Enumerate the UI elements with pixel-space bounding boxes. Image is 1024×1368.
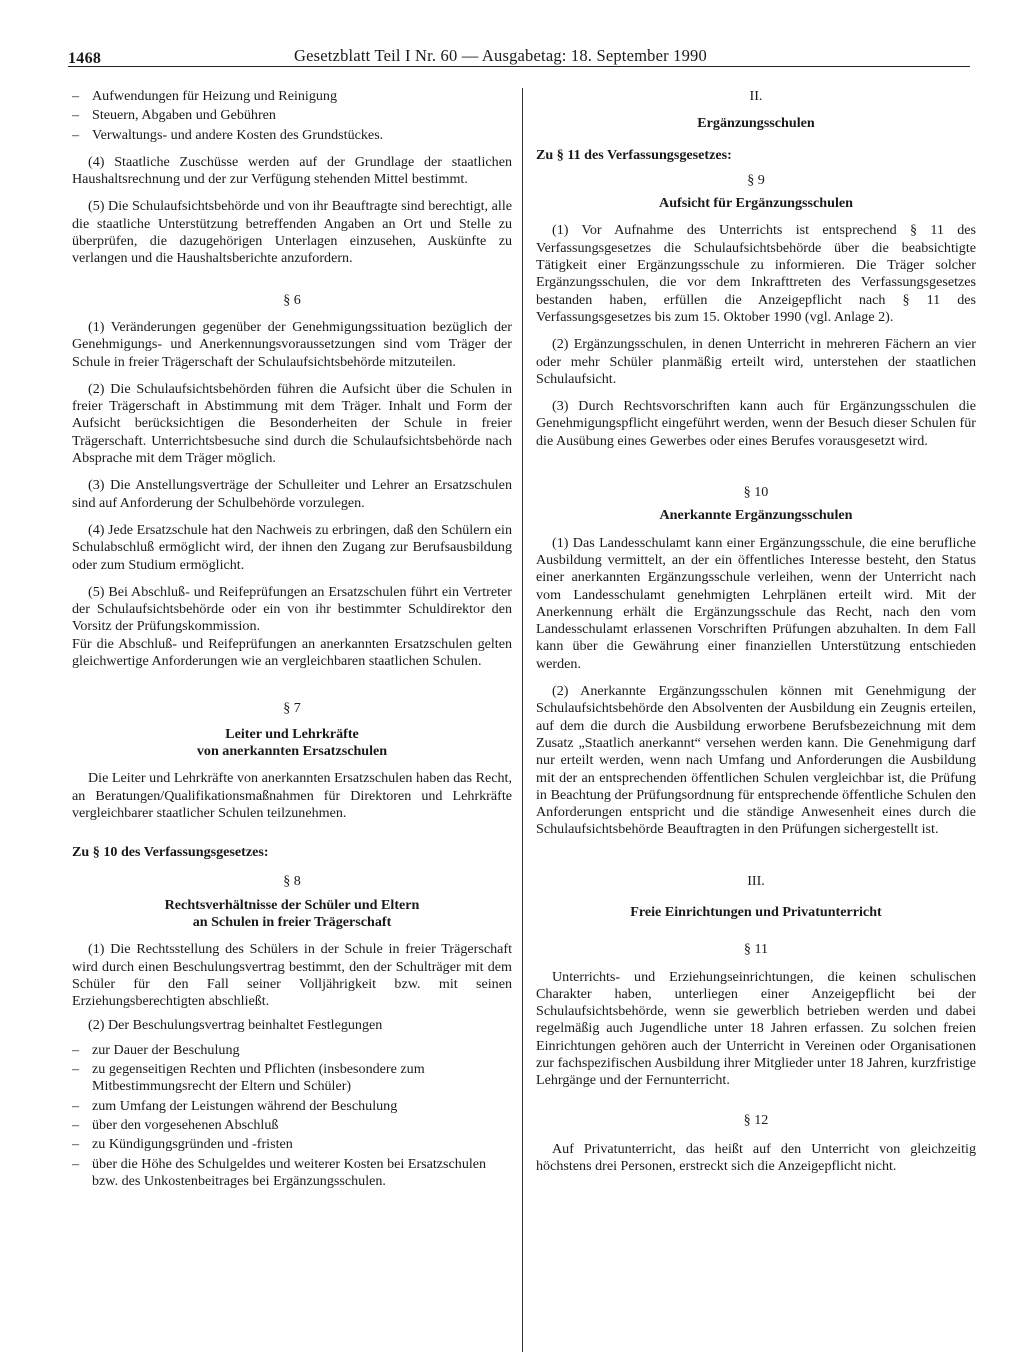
- column-divider: [522, 88, 523, 1352]
- law-reference: Zu § 11 des Verfassungsgesetzes:: [536, 146, 732, 163]
- paragraph: (2) Der Beschulungsvertrag beinhaltet Festlegungen: [88, 1017, 383, 1034]
- paragraph: Für die Abschluß- und Reifeprüfungen an anerkannten Ersatzschulen gelten gleichwertige Anforderungen wie an vergleichbaren staatlichen Schulen.: [72, 635, 512, 670]
- running-title: Gesetzblatt Teil I Nr. 60 — Ausgabetag: 18. September 1990: [294, 46, 707, 65]
- paragraph: (3) Durch Rechtsvorschriften kann auch für Ergänzungsschulen die Genehmigungspflicht eingeführt werden, wenn der Besuch dieser Schulen für die Ausübung eines Gewerbes oder eines Berufes vorausgesetzt wird.: [536, 398, 976, 449]
- list-item: – zum Umfang der Leistungen während der Beschulung: [72, 1097, 398, 1114]
- paragraph: (5) Bei Abschluß- und Reifeprüfungen an Ersatzschulen führt ein Vertreter der Schulaufsichtsbehörde oder ein von ihr bestimmter Schuldirektor den Vorsitz der Prüfungskommission.: [72, 583, 512, 635]
- paragraph: Auf Privatunterricht, das heißt auf den Unterricht von gleichzeitig höchstens drei Personen, erstreckt sich die Anzeigepflicht nicht.: [536, 1140, 976, 1175]
- list-item: – zu gegenseitigen Rechten und Pflichten (insbesondere zum Mitbestimmungsrecht der Eltern und Schüler): [72, 1061, 425, 1095]
- list-item: – über den vorgesehenen Abschluß: [72, 1116, 279, 1133]
- list-item: – zu Kündigungsgründen und -fristen: [72, 1136, 293, 1153]
- section-title: § 11: [743, 941, 769, 958]
- section-title: § 8: [283, 873, 301, 890]
- header-rule: [68, 66, 970, 67]
- left-column: [72, 88, 512, 1197]
- paragraph: (2) Ergänzungsschulen, in denen Unterricht in mehreren Fächern an vier oder mehr Schüler planmäßig erteilt wird, unterstehen der staatlichen Schulaufsicht.: [536, 336, 976, 387]
- paragraph: (4) Staatliche Zuschüsse werden auf der Grundlage der staatlichen Haushaltsrechnung und der zur Verfügung stehenden Mittel bestimmt.: [72, 153, 512, 188]
- page-number: 1468: [68, 50, 102, 67]
- section-heading: Aufsicht für Ergänzungsschulen: [659, 195, 853, 212]
- law-reference: Zu § 10 des Verfassungsgesetzes:: [72, 844, 269, 861]
- paragraph: Unterrichts- und Erziehungseinrichtungen, die keinen schulischen Charakter haben, unterliegen einer Anzeigepflicht bei der Schulaufsichtsbehörde, wenn sie gewerblich betrieben werden und dabei regelmäßig auch Jugendliche unter 18 Jahren erfassen. Zu solchen freien Einrichtungen gehören auch der Unterricht in Vereinen oder Organisationen zur fachspezifischen Ausbildung ihrer Mitglieder unter 18 Jahren, kurzfristige Lehrgänge und der Fernunterricht.: [536, 968, 976, 1089]
- cost-list: [72, 88, 512, 144]
- list-item: – Verwaltungs- und andere Kosten des Grundstückes.: [72, 126, 384, 143]
- list-item: – Steuern, Abgaben und Gebühren: [72, 107, 276, 124]
- section-heading: von anerkannten Ersatzschulen: [196, 742, 388, 759]
- paragraph: (1) Veränderungen gegenüber der Genehmigungssituation bezüglich der Genehmigungs- und Anerkennungsvoraussetzungen sind vom Träger der Schule in freier Trägerschaft der Schulaufsichtsbehörde mitzuteilen.: [72, 318, 512, 370]
- paragraph: (1) Vor Aufnahme des Unterrichts ist entsprechend § 11 des Verfassungsgesetzes die Schulaufsichtsbehörde über die beabsichtigte Tätigkeit einer Ergänzungsschule zu informieren. Die Träger solcher Ergänzungsschulen, die vor dem Inkrafttreten des Verfassungsgesetzes bestanden haben, erfüllen die Anzeigepflicht nach § 11 des Verfassungsgesetzes bis zum 15. Oktober 1990 (vgl. Anlage 2).: [536, 222, 976, 325]
- part-title: Ergänzungsschulen: [697, 115, 815, 132]
- section-heading: Leiter und Lehrkräfte: [225, 725, 359, 742]
- paragraph: (1) Das Landesschulamt kann einer Ergänzungsschule, die eine berufliche Ausbildung vermittelt, an der ein öffentliches Interesse besteht, den Status einer anerkannten Ergänzungsschule verleihen, wenn der Unterricht nach vom Landesschulamt genehmigten Lehrplänen erteilt wird. Mit der Anerkennung erhält die Ergänzungsschule das Recht, nach den vom Landesschulamt erlassenen Vorschriften Prüfungen abzuhalten. In dem Fall kann über die Gewährung einer finanziellen Unterstützung entschieden werden.: [536, 534, 976, 672]
- section-heading: an Schulen in freier Trägerschaft: [192, 913, 392, 930]
- section-title: § 7: [283, 700, 301, 717]
- list-item: – Aufwendungen für Heizung und Reinigung: [72, 88, 338, 104]
- paragraph: (3) Die Anstellungsverträge der Schulleiter und Lehrer an Ersatzschulen sind auf Anforderung der Schulbehörde vorzulegen.: [72, 477, 512, 511]
- part-number: III.: [747, 872, 765, 889]
- section-title: § 12: [743, 1111, 769, 1128]
- paragraph: Die Leiter und Lehrkräfte von anerkannten Ersatzschulen haben das Recht, an Beratungen/Qualifikationsmaßnahmen für Direktoren und Lehrkräfte vergleichbarer staatlicher Schulen teilzunehmen.: [72, 770, 512, 821]
- paragraph: (1) Die Rechtsstellung des Schülers in der Schule in freier Trägerschaft wird durch einen Beschulungsvertrag bestimmt, den der Schulträger mit dem Schüler für den Fall seiner Volljährigkeit bzw. mit seinen Erziehungsberechtigten abschließt.: [72, 941, 512, 1010]
- list-item: – zur Dauer der Beschulung: [72, 1041, 240, 1058]
- part-number: II.: [749, 88, 763, 104]
- contract-list: [72, 1042, 512, 1190]
- section-heading: Anerkannte Ergänzungsschulen: [659, 507, 853, 524]
- section-title: § 10: [743, 484, 769, 501]
- paragraph: (5) Die Schulaufsichtsbehörde und von ihr Beauftragte sind berechtigt, alle die staatliche Unterstützung betreffenden Angaben an Ort und Stelle zu überprüfen, die dazugehörigen Unterlagen einzusehen, Auskünfte zu verlangen und die Haushaltsberichte anzufordern.: [72, 198, 512, 267]
- section-title: § 6: [283, 291, 301, 308]
- paragraph: (2) Anerkannte Ergänzungsschulen können mit Genehmigung der Schulaufsichtsbehörde den Absolventen der Ausbildung ein Zeugnis erteilen, auf dem die durch die Ausbildung erworbene Berufsbezeichnung mit dem Zusatz „Staatlich anerkannt“ versehen werden kann. Die Genehmigung darf nur erteilt werden, wenn nach Umfang und Anforderungen die Ausbildung mit der an entsprechenden öffentlichen Schulen vergleichbar ist, die Prüfung in Beachtung der Prüfungsordnung für entsprechende öffentliche Schulen den Anforderungen entspricht und die ständige Anwesenheit eines durch die Schulaufsichtsbehörde Beauftragten in den Prüfungen sichergestellt ist.: [536, 683, 976, 838]
- list-item: – über die Höhe des Schulgeldes und weiterer Kosten bei Ersatzschulen bzw. des Unkostenbeitrages bei Ergänzungsschulen.: [72, 1155, 487, 1189]
- part-title: Freie Einrichtungen und Privatunterricht: [630, 903, 882, 920]
- section-title: § 9: [747, 171, 765, 188]
- paragraph: (2) Die Schulaufsichtsbehörden führen die Aufsicht über die Schulen in freier Trägerschaft in Abstimmung mit dem Träger. Inhalt und Form der Aufsicht berücksichtigen die Besonderheiten der Schule in freier Trägerschaft. Unterrichtsbesuche sind durch die Schulaufsichtsbehörde nach Absprache mit dem Träger möglich.: [72, 380, 512, 467]
- paragraph: (4) Jede Ersatzschule hat den Nachweis zu erbringen, daß den Schülern ein Schulabschluß ermöglicht wird, der ihnen den Zugang zur Berufsausbildung oder zum Studium ermöglicht.: [72, 521, 512, 573]
- right-column: [536, 88, 976, 1183]
- section-heading: Rechtsverhältnisse der Schüler und Eltern: [164, 896, 420, 913]
